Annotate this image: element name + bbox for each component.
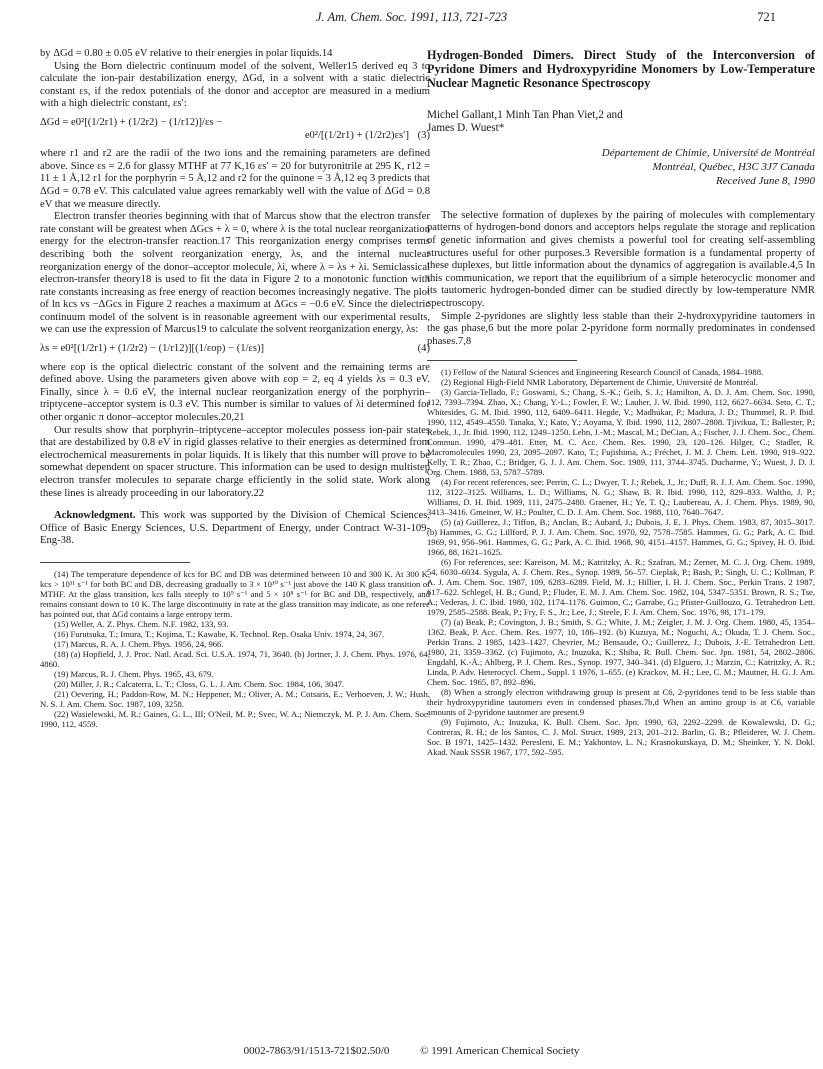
footnote-divider [427,360,577,361]
footnote: (16) Furutsuka, T.; Imura, T.; Kojima, T.; Kawabe, K. Technol. Rep. Osaka Univ. 1974, 24, 367. [54,628,385,639]
footnote: (20) Miller, J. R.; Calcaterra, L. T.; Closs, G. L. J. Am. Chem. Soc. 1984, 106, 3047. [54,678,345,689]
footnote: (14) The temperature dependence of kcs for BC and DB was determined between 10 and 300 K. At 300 K, kcs > 10¹¹ s⁻¹ for both BC and DB, decreasing gradually to 3 × 10¹⁰ s⁻¹ just above the 140 K glass transition of MTHF. At the glass transition, kcs falls steeply to 10⁹ s⁻¹ and 5 × 10⁸ s⁻¹ for BC and DB, respectively, and remains constant down to 10 K. The large discontinuity in rate at the glass transition may indicate, as one referee has pointed out, that ΔGd contains a large entropy term. [40,568,430,619]
footnote: (21) Oevering, H.; Paddon-Row, M. N.; Heppener, M.; Oliver, A. M.; Cotsaris, E.; Verhoeven, J. W.; Hush, N. S. J. Am. Chem. Soc. 1987, 109, 3258. [40,688,430,709]
authors-line-1: Michel Gallant,1 Minh Tan Phan Viet,2 and [427,108,623,121]
affiliation [427,147,815,174]
page-footer [0,1045,823,1057]
left-footnotes [40,569,430,729]
affiliation-line-2: Montréal, Québec, H3C 3J7 Canada [652,160,815,173]
right-footnotes [427,367,815,757]
acknowledgment [40,510,430,548]
footnote: (3) Garcia-Tellado, F.; Goswami, S.; Chang, S.-K.; Geib, S. J.; Hamilton, A. D. J. Am. Chem. Soc. 1990, 112, 7393–7394. Zhao, X.; Chang, Y.-L.; Fowler, F. W.; Lauher, J. W. Ibid. 1990, 112, 6627–6634. Seto, C. T.; Whitesides, G. M. Ibid. 1990, 112, 6409–6411. Hegde, V.; Madhukar, P.; Madura, J. D.; Thummel, R. P. Ibid. 1990, 112, 4549–4550. Tanaka, Y.; Kato, Y.; Aoyama, Y. Ibid. 1990, 112, 2807–2808. Tjivikua, T.; Ballester, P.; Rebek, J., Jr. Ibid. 1990, 112, 1249–1250. Lehn, J.-M.; Mascal, M.; DeCian, A.; Fischer, J. J. Chem. Soc., Chem. Commun. 1990, 479–481. Etter, M. C. Acc. Chem. Res. 1990, 23, 120–126. Hilger, C.; Stadler, R. Macromolecules 1990, 23, 2095–2097. Kato, T.; Fujishima, A.; Fréchet, J. M. J. Chem. Lett. 1990, 919–922. Kelly, T. R.; Zhao, C.; Bridger, G. J. J. Am. Chem. Soc. 1989, 111, 3744–3745. Ducharme, Y.; Wuest, J. D. J. Org. Chem. 1988, 53, 5787–5789. [427,387,815,478]
article-body [427,210,815,349]
journal-citation: J. Am. Chem. Soc. 1991, 113, 721-723 [315,10,508,24]
footnote: (7) (a) Beak, P.; Covington, J. B.; Smith, S. G.; White, J. M.; Zeigler, J. M. J. Org. Chem. 1980, 45, 1354–1362. Beak, P. Acc. Chem. Res. 1977, 10, 186–192. (b) Kuzuya, M.; Noguchi, A.; Okuda, T. J. Chem. Soc., Perkin Trans. 2 1985, 1423–1427. Chevrier, M.; Bensaude, O.; Guillerez, J.; Dubois, J.-E. Tetrahedron Lett. 1980, 21, 3359–3362. (c) Fujimoto, A.; Inuzuka, K.; Shiba, R. Bull. Chem. Soc. Jpn. 1981, 54, 2802–2806. Engdahl, K.-Å.; Ahlberg, P. J. Chem. Res., Synop. 1977, 340–341. (d) Elguero, J.; Marzin, C.; Katritzky, A. R.; Linda, P. Adv. Heterocycl. Chem., Suppl. 1 1976, 1–655. (e) Krackov, M. H.; Lee, C. M.; Mautner, H. G. J. Am. Chem. Soc. 1965, 87, 892–896. [427,617,815,688]
footnote: (1) Fellow of the Natural Sciences and Engineering Research Council of Canada, 1984–1988. [441,367,764,378]
running-header [0,10,823,32]
footnote: (15) Weller, A. Z. Phys. Chem. N.F. 1982, 133, 93. [54,618,229,629]
right-paragraph-2: Simple 2-pyridones are slightly less stable than their 2-hydroxypyridine tautomers in the gas phase,6 but the more polar 2-pyridone form normally predominates in condensed phases.7,8 [427,310,815,347]
equation-3-line-1: ΔGd = e0²[(1/2r1) + (1/2r2) − (1/r12)]/εs − [40,116,223,128]
left-paragraph-4: Electron transfer theories beginning with that of Marcus show that the electron transfer rate constant will be greatest when ΔGcs + λ = 0, where λ is the total nuclear reorganization energy for the electron-transfer reaction.17 This reorganization energy comprises terms describing both the solvent reorganization energy, λs, and the internal nuclear reorganization energy of the donor–acceptor molecule, λi, where λ = λs + λi. Semiclassical electron-transfer theory18 is used to fit the data in Figure 2 to a monotonic function with rate constants increasing as free energy of reaction becomes increasingly negative. The plot of ln kcs vs −ΔGcs in Figure 2 reaches a maximum at ΔGcs = −0.6 eV. Since the dielectric continuum model of the solvent is in reasonable agreement with our experimental results, we can use the expression of Marcus19 to calculate the solvent reorganization energy, λs: [40,211,430,336]
footnote: (9) Fujimoto, A.; Inuzuka, K. Bull. Chem. Soc. Jpn. 1990, 63, 2292–2299. de Kowalewski, D. G.; Contreras, R. H.; de los Santos, C. J. Mol. Struct. 1989, 213, 201–212. Barlin, G. B.; Pfleiderer, W. J. Chem. Soc. B 1971, 1425–1432. Peresleni, E. M.; Yakhontov, L. N.; Krasnokutskaya, D. M.; Sheinker, Y. N. Dokl. Akad. Nauk SSSR 1967, 177, 592–595. [427,717,815,758]
author-list [427,109,815,136]
right-paragraph-1: The selective formation of duplexes by the pairing of molecules with complementary patterns of hydrogen-bond donors and acceptors helps regulate the storage and replication of genetic information and gives chemists a powerful tool for creating self-assembling structures useful for other purposes.3 Reversible formation is a fundamental property of these duplexes, but little information about the dynamics of aggregation is available.4,5 In this communication, we report that the equilibrium of a simple heterocyclic monomer and its tautomeric hydrogen-bonded dimer can be studied directly by low-temperature NMR spectroscopy. [427,209,815,309]
right-column [427,48,815,757]
equation-3-line-2 [40,130,430,143]
acknowledgment-label: Acknowledgment. [54,510,136,522]
equation-4 [40,343,430,356]
footnote: (22) Wasielewski, M. R.; Gaines, G. L., III; O'Neil, M. P.; Svec, W. A.; Niemczyk, M. P. J. Am. Chem. Soc. 1990, 112, 4559. [40,708,430,729]
article-title: Hydrogen-Bonded Dimers. Direct Study of the Interconversion of Pyridone Dimers and Hydroxypyridine Monomers by Low-Temperature Nuclear Magnetic Resonance Spectroscopy [427,48,815,91]
authors-line-2: James D. Wuest* [427,122,505,135]
footnote: (8) When a strongly electron withdrawing group is present at C6, 2-pyridones tend to be less stable than their hydroxypyridine tautomers even in condensed phases.7b,d When an amino group is at C6, variable amounts of 2-pyridone tautomer are present.9 [427,687,815,718]
copyright-notice: © 1991 American Chemical Society [420,1045,580,1057]
left-column [40,48,430,729]
acknowledgment-text: This work was supported by the Division of Chemical Sciences, Office of Basic Energy Sciences, U.S. Department of Energy, under Contract W-31-109-Eng-38. [40,510,430,547]
equation-4-number: (4) [417,343,430,355]
affiliation-line-1: Département de Chimie, Université de Montréal [601,147,815,160]
left-paragraph-3: where r1 and r2 are the radii of the two ions and the remaining parameters are defined above. Since εs = 2.6 for glassy MTHF at 77 K,16 εs′ = 20 for butyronitrile at 295 K, r12 = 11 ± 1 Å,12 r1 for the porphyrin = 5 Å,12 and r2 for the quinone = 3 Å,12 eq 3 predicts that ΔGd = 0.78 eV. This calculated value agrees remarkably well with the value of ΔGd = 0.8 eV that we measure directly. [40,148,430,210]
equation-3-number: (3) [417,129,430,141]
page-number: 721 [757,10,776,24]
received-date: Received June 8, 1990 [716,175,815,188]
left-paragraph-5: where εop is the optical dielectric constant of the solvent and the remaining terms are defined above. Using the parameters given above with εop = 2, eq 4 yields λs = 0.3 eV. Finally, since λ = 0.6 eV, the internal nuclear reorganization energy of the porphyrin–triptycene–acceptor system is 0.3 eV. This number is similar to values of λi determined for other organic π donor–acceptor molecules.20,21 [40,361,430,424]
footnote: (5) (a) Guillerez, J.; Tiffon, B.; Anclan, B.; Aubard, J.; Dubois, J. E. J. Phys. Chem. 1983, 87, 3015–3017. (b) Hammes, G. G.; Lillford, P. J. J. Am. Chem. Soc. 1970, 92, 7578–7585. Hammes, G. G.; Park, A. C. Ibid. 1969, 91, 956–961. Hammes, G. G.; Park, A. C. Ibid. 1968, 90, 4151–4157. Hammes, G. G.; Spivey, H. O. Ibid. 1966, 88, 1621–1625. [427,517,815,558]
footnote: (17) Marcus, R. A. J. Chem. Phys. 1956, 24, 966. [54,638,224,649]
footnote: (4) For recent references, see: Perrin, C. L.; Dwyer, T. J.; Rebek, J., Jr.; Duff, R. J. J. Am. Chem. Soc. 1990, 112, 3122–3125. Williams, L. D.; Williams, N. G.; Shaw, B. R. Ibid. 1990, 112, 829–833. Waltho, J. P.; Williams, D. H. Ibid. 1989, 111, 2475–2480. Graener, H.; Ye, T. Q.; Laubereau, A. J. Chem. Phys. 1989, 90, 3413–3416. Gmeiner, W. H.; Poulter, C. D. J. Am. Chem. Soc. 1988, 110, 7640–7647. [427,477,815,518]
equation-4-text: λs = e0²[(1/2r1) + (1/2r2) − (1/r12)][(1/εop) − (1/εs)] [40,343,265,355]
left-paragraph-1: by ΔGd = 0.80 ± 0.05 eV relative to their energies in polar liquids.14 [40,48,333,59]
footnote: (6) For references, see: Kareison, M. M.; Katritzky, A. R.; Szafran, M.; Zerner, M. C. J. Org. Chem. 1989, 54, 6030–6034. Sygula, A. J. Chem. Res., Synop. 1989, 56–57. Cieplak, P.; Bash, P.; Singh, U. C.; Kollman, P. A. J. Am. Chem. Soc. 1987, 109, 6283–6289. Field, M. J.; Hillier, I. H. J. Chem. Soc., Perkin Trans. 2 1987, 617–622. Schlegel, H. B.; Gund, P.; Fluder, E. M. J. Am. Chem. Soc. 1982, 104, 5347–5351. Brown, R. S.; Tse, A.; Vederas, J. C. Ibid. 1980, 102, 1174–1176. Guimon, C.; Garrabe, G.; Pfister-Guillouzo, G. Tetrahedron Lett. 1979, 2585–2588. Beak, P.; Fry, F. S., Jr.; Lee, J.; Steele, F. J. Am. Chem. Soc. 1976, 98, 171–179. [427,557,815,618]
left-paragraph-6: Our results show that porphyrin–triptycene–acceptor molecules possess ion-pair states that are destabilized by 0.8 eV in rigid glasses relative to their energies as determined from electrochemical measurements in polar liquids. It is likely that this number will prove to be somewhat dependent on spacer structure. This information can be used to design multistep electron transfer molecules to separate charge efficiently in the solid state. Work along these lines is already proceeding in our laboratory.22 [40,424,430,499]
footnote: (18) (a) Hopfield, J. J. Proc. Natl. Acad. Sci. U.S.A. 1974, 71, 3640. (b) Jortner, J. J. Chem. Phys. 1976, 64, 4860. [40,648,430,669]
footnote: (2) Regional High-Field NMR Laboratory, Département de Chimie, Université de Montréal. [441,377,759,388]
footnote: (19) Marcus, R. J. Chem. Phys. 1965, 43, 679. [54,668,214,679]
footnote-divider [40,562,190,563]
article-code: 0002-7863/91/1513-721$02.50/0 [243,1045,390,1057]
equation-3-line-2-text: e0²/[(1/2r1) + (1/2r2)εs′] [304,129,409,141]
left-paragraph-2: Using the Born dielectric continuum model of the solvent, Weller15 derived eq 3 to calculate the ion-pair destabilization energy, ΔGd, in a solvent with a static dielectric constant εs, if the redox potentials of the donor and acceptor are measured in a medium with a high dielectric constant, εs′: [40,60,430,110]
equation-3 [40,117,430,142]
